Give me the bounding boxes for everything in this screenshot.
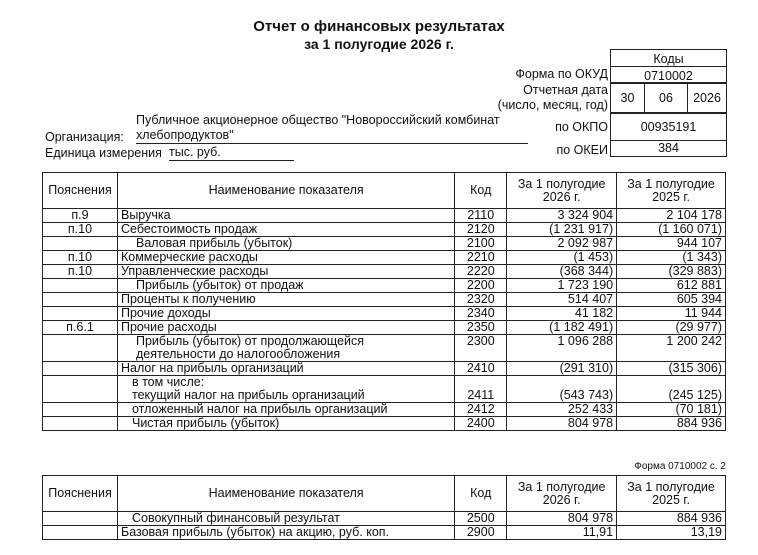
row-previous: (1 160 071) xyxy=(617,223,726,237)
row-code: 2412 xyxy=(455,403,507,417)
row-code: 2300 xyxy=(455,335,507,362)
unit-value: тыс. руб. xyxy=(169,145,294,161)
row-name: отложенный налог на прибыль организаций xyxy=(117,403,454,417)
okei-label: по ОКЕИ xyxy=(556,143,608,157)
table-row xyxy=(43,417,726,431)
col-code: Код xyxy=(455,476,507,512)
row-current: (1 453) xyxy=(507,251,617,265)
row-name-line1: Прибыль (убыток) от продолжающейся xyxy=(135,334,364,348)
report-date-day: 30 xyxy=(610,83,645,113)
row-previous: (315 306) xyxy=(617,362,726,376)
row-current: (1 231 917) xyxy=(507,223,617,237)
col-current-line2: 2026 г. xyxy=(542,189,581,204)
row-name: Базовая прибыль (убыток) на акцию, руб. коп. xyxy=(117,526,454,540)
row-current: 41 182 xyxy=(507,307,617,321)
col-previous-line2: 2025 г. xyxy=(652,189,690,204)
row-previous: 1 200 242 xyxy=(617,335,726,362)
row-note xyxy=(43,376,118,403)
report-title: Отчет о финансовых результатах xyxy=(253,18,505,35)
report-date-hint: (число, месяц, год) xyxy=(497,98,608,112)
organization-name-line1: Публичное акционерное общество "Новороссийский комбинат xyxy=(136,113,500,127)
row-code: 2340 xyxy=(455,307,507,321)
organization-label: Организация: xyxy=(45,130,124,144)
okpo-value: 00935191 xyxy=(610,113,727,141)
unit-label: Единица измерения xyxy=(45,146,162,160)
table-row xyxy=(43,251,726,265)
okud-label: Форма по ОКУД xyxy=(515,67,608,81)
col-previous-line1: За 1 полугодие xyxy=(627,176,715,191)
row-current: (1 182 491) xyxy=(507,321,617,335)
row-note xyxy=(43,512,118,526)
row-name: Совокупный финансовый результат xyxy=(117,512,454,526)
row-name: Налог на прибыль организаций xyxy=(117,362,454,376)
row-name: Коммерческие расходы xyxy=(117,251,454,265)
row-name: Прочие доходы xyxy=(117,307,454,321)
financial-results-table xyxy=(42,172,726,431)
table-row xyxy=(43,512,726,526)
row-previous: 11 944 xyxy=(617,307,726,321)
row-name: Выручка xyxy=(117,209,454,223)
row-previous: 13,19 xyxy=(617,526,726,540)
row-name xyxy=(117,376,454,403)
row-code: 2200 xyxy=(455,279,507,293)
comprehensive-result-table xyxy=(42,475,726,540)
col-name: Наименование показателя xyxy=(117,173,454,209)
col-previous-line1: За 1 полугодие xyxy=(627,479,715,494)
row-name: Прочие расходы xyxy=(117,321,454,335)
row-note: п.10 xyxy=(43,223,118,237)
report-date-label: Отчетная дата xyxy=(523,83,608,97)
col-notes: Пояснения xyxy=(43,476,118,512)
table-row xyxy=(43,376,726,403)
row-previous: 605 394 xyxy=(617,293,726,307)
row-previous: (29 977) xyxy=(617,321,726,335)
table-row xyxy=(43,307,726,321)
row-code: 2900 xyxy=(455,526,507,540)
row-code: 2400 xyxy=(455,417,507,431)
row-previous: (70 181) xyxy=(617,403,726,417)
col-current-line2: 2026 г. xyxy=(542,492,581,507)
row-name: Проценты к получению xyxy=(117,293,454,307)
row-note xyxy=(43,362,118,376)
row-current: 804 978 xyxy=(507,512,617,526)
row-previous: 884 936 xyxy=(617,512,726,526)
row-name: Валовая прибыль (убыток) xyxy=(117,237,454,251)
row-previous: 944 107 xyxy=(617,237,726,251)
row-previous: (245 125) xyxy=(617,376,726,403)
col-previous-line2: 2025 г. xyxy=(652,492,690,507)
row-previous: 612 881 xyxy=(617,279,726,293)
row-current: (291 310) xyxy=(507,362,617,376)
col-current-period xyxy=(507,476,617,512)
row-current: 3 324 904 xyxy=(507,209,617,223)
row-note xyxy=(43,307,118,321)
okei-value: 384 xyxy=(610,140,727,157)
report-date-year: 2026 xyxy=(687,83,727,113)
row-name: Себестоимость продаж xyxy=(117,223,454,237)
row-note: п.9 xyxy=(43,209,118,223)
report-date-month: 06 xyxy=(644,83,688,113)
row-name: Прибыль (убыток) от продаж xyxy=(117,279,454,293)
table-row xyxy=(43,223,726,237)
row-name-line2: деятельности до налогообложения xyxy=(135,347,341,361)
row-note: п.6.1 xyxy=(43,321,118,335)
row-previous: 2 104 178 xyxy=(617,209,726,223)
table-row xyxy=(43,265,726,279)
row-code: 2320 xyxy=(455,293,507,307)
row-note xyxy=(43,526,118,540)
row-previous: (1 343) xyxy=(617,251,726,265)
row-code: 2410 xyxy=(455,362,507,376)
row-current: 804 978 xyxy=(507,417,617,431)
row-code: 2350 xyxy=(455,321,507,335)
form-page-note: Форма 0710002 с. 2 xyxy=(634,461,726,472)
row-note xyxy=(43,417,118,431)
row-note: п.10 xyxy=(43,265,118,279)
row-code: 2411 xyxy=(455,376,507,403)
okpo-label: по ОКПО xyxy=(555,120,608,134)
col-previous-period xyxy=(617,476,726,512)
table-row xyxy=(43,293,726,307)
row-current: (368 344) xyxy=(507,265,617,279)
row-previous: 884 936 xyxy=(617,417,726,431)
row-code: 2220 xyxy=(455,265,507,279)
col-previous-period xyxy=(617,173,726,209)
row-note xyxy=(43,293,118,307)
table-row xyxy=(43,237,726,251)
okud-value: 0710002 xyxy=(610,66,727,83)
report-period: за 1 полугодие 2026 г. xyxy=(304,36,454,52)
row-current: (543 743) xyxy=(507,376,617,403)
row-current: 1 723 190 xyxy=(507,279,617,293)
organization-name-line2: хлебопродуктов" xyxy=(136,128,528,144)
col-notes: Пояснения xyxy=(43,173,118,209)
col-current-line1: За 1 полугодие xyxy=(517,479,606,494)
row-name-line2: текущий налог на прибыль организаций xyxy=(131,388,365,402)
row-current: 1 096 288 xyxy=(507,335,617,362)
table-row xyxy=(43,526,726,540)
row-code: 2100 xyxy=(455,237,507,251)
table-row xyxy=(43,209,726,223)
row-name: Управленческие расходы xyxy=(117,265,454,279)
table-row xyxy=(43,403,726,417)
row-previous: (329 883) xyxy=(617,265,726,279)
row-code: 2210 xyxy=(455,251,507,265)
col-name: Наименование показателя xyxy=(117,476,454,512)
row-current: 252 433 xyxy=(507,403,617,417)
row-code: 2120 xyxy=(455,223,507,237)
row-note xyxy=(43,335,118,362)
row-code: 2500 xyxy=(455,512,507,526)
row-code: 2110 xyxy=(455,209,507,223)
col-current-line1: За 1 полугодие xyxy=(517,176,606,191)
row-name xyxy=(117,335,454,362)
row-current: 2 092 987 xyxy=(507,237,617,251)
table-row xyxy=(43,335,726,362)
table-row xyxy=(43,279,726,293)
row-note xyxy=(43,279,118,293)
row-note xyxy=(43,237,118,251)
table-row xyxy=(43,321,726,335)
row-name: Чистая прибыль (убыток) xyxy=(117,417,454,431)
col-code: Код xyxy=(455,173,507,209)
row-current: 514 407 xyxy=(507,293,617,307)
row-note: п.10 xyxy=(43,251,118,265)
table-row xyxy=(43,362,726,376)
row-current: 11,91 xyxy=(507,526,617,540)
row-note xyxy=(43,403,118,417)
row-name-line1: в том числе: xyxy=(131,375,205,389)
codes-header: Коды xyxy=(610,49,727,67)
col-current-period xyxy=(507,173,617,209)
